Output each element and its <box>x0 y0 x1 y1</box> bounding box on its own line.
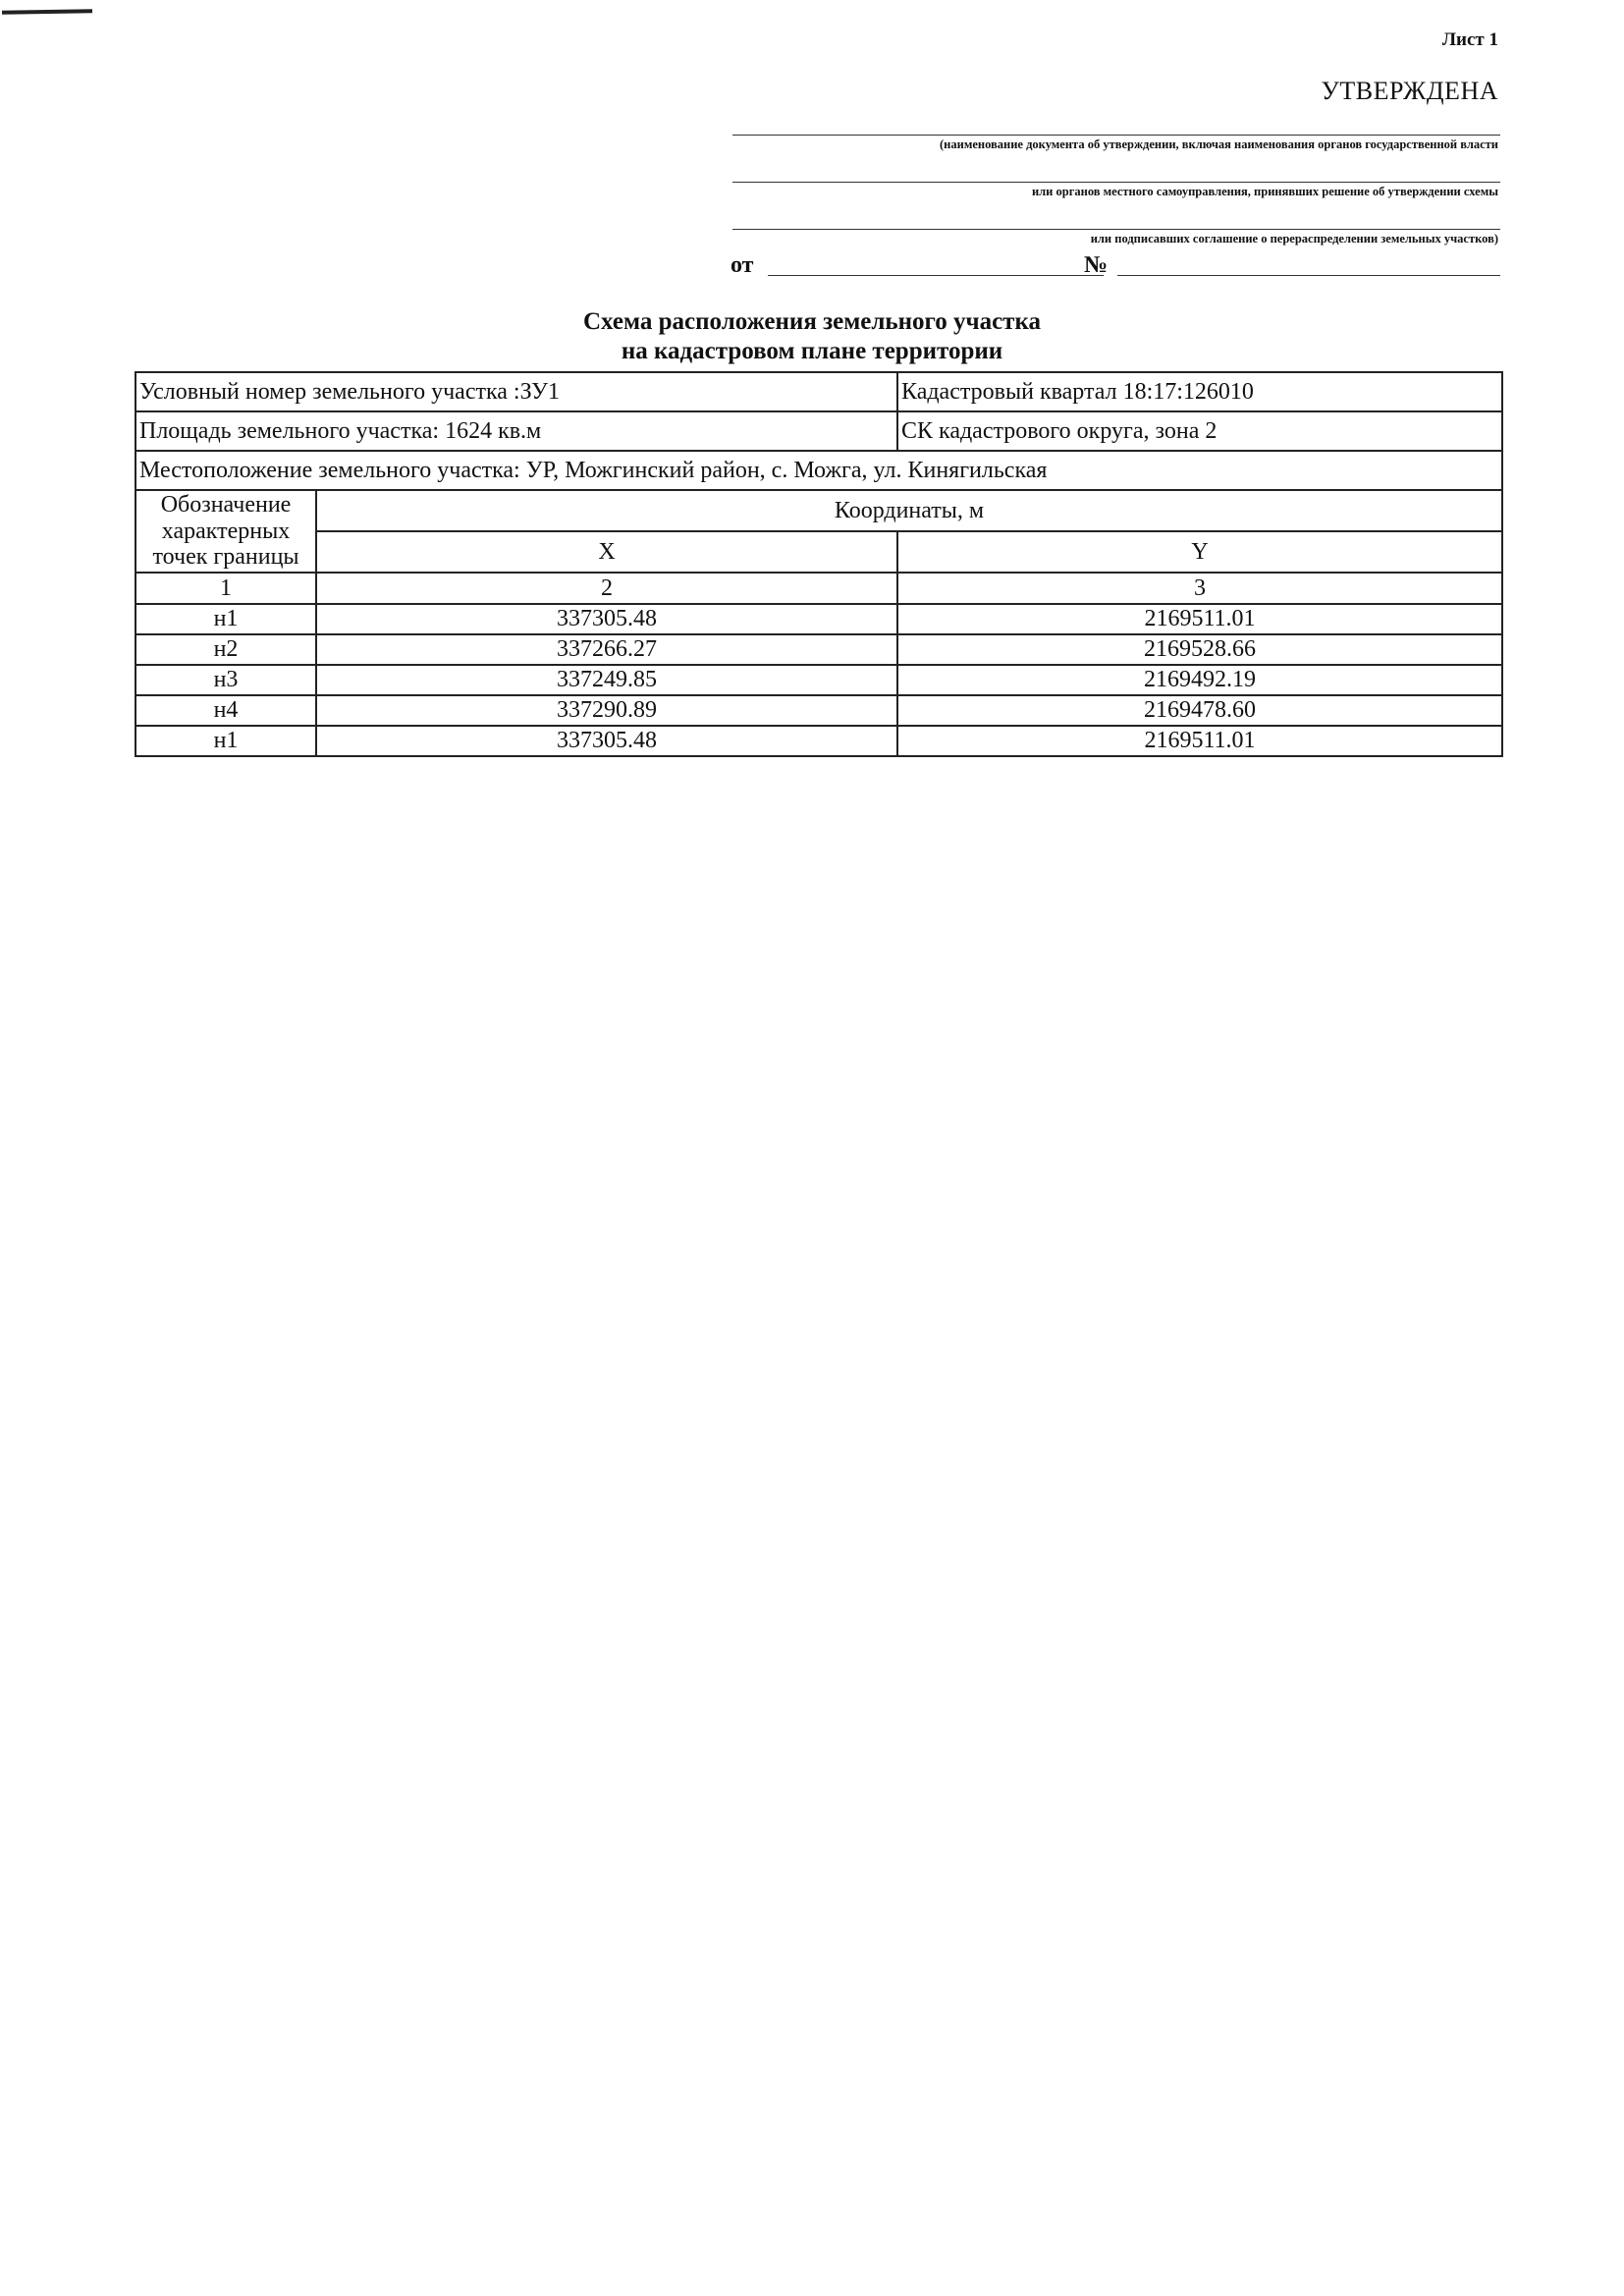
xy-header-row <box>135 531 1502 573</box>
table-row <box>135 634 1502 665</box>
point-name: н3 <box>135 665 316 695</box>
table-row <box>135 695 1502 726</box>
number-blank-line <box>1117 275 1500 276</box>
approval-line <box>732 229 1500 230</box>
conditional-number: Условный номер земельного участка :ЗУ1 <box>135 372 897 411</box>
y-coordinate: 2169492.19 <box>897 665 1502 695</box>
point-header: Обозначение характерных точек границы <box>135 490 316 573</box>
info-row <box>135 411 1502 451</box>
info-row <box>135 451 1502 490</box>
x-coordinate: 337266.27 <box>316 634 897 665</box>
from-label: от <box>731 252 754 278</box>
info-row <box>135 372 1502 411</box>
column-number: 2 <box>316 573 897 604</box>
table-row <box>135 604 1502 634</box>
coordinate-system: СК кадастрового округа, зона 2 <box>897 411 1502 451</box>
approval-date-number-row <box>731 249 1500 279</box>
approval-line <box>732 182 1500 183</box>
date-blank-line <box>768 275 1104 276</box>
column-number: 3 <box>897 573 1502 604</box>
y-header: Y <box>897 531 1502 573</box>
y-coordinate: 2169511.01 <box>897 726 1502 756</box>
approval-caption: или подписавших соглашение о перераспределении земельных участков) <box>1090 232 1498 246</box>
cadastral-quarter: Кадастровый квартал 18:17:126010 <box>897 372 1502 411</box>
y-coordinate: 2169528.66 <box>897 634 1502 665</box>
table-row <box>135 665 1502 695</box>
plot-area: Площадь земельного участка: 1624 кв.м <box>135 411 897 451</box>
plot-location: Местоположение земельного участка: УР, Можгинский район, с. Можга, ул. Кинягильская <box>135 451 1502 490</box>
number-label: № <box>1084 252 1109 278</box>
point-name: н4 <box>135 695 316 726</box>
point-name: н1 <box>135 604 316 634</box>
table-row <box>135 726 1502 756</box>
sheet-label: Лист 1 <box>1441 29 1498 50</box>
approval-line <box>732 135 1500 136</box>
x-coordinate: 337305.48 <box>316 726 897 756</box>
column-number-row <box>135 573 1502 604</box>
scheme-table <box>135 371 1503 757</box>
approval-caption: или органов местного самоуправления, принявших решение об утверждении схемы <box>1031 185 1498 198</box>
y-coordinate: 2169478.60 <box>897 695 1502 726</box>
y-coordinate: 2169511.01 <box>897 604 1502 634</box>
scheme-title: Схема расположения земельного участка <box>583 308 1041 335</box>
approval-caption: (наименование документа об утверждении, включая наименования органов государственной власти <box>940 137 1498 151</box>
coords-header: Координаты, м <box>316 490 1502 531</box>
scan-corner-mark <box>2 9 92 15</box>
x-coordinate: 337305.48 <box>316 604 897 634</box>
scheme-subtitle: на кадастровом плане территории <box>621 338 1003 364</box>
approved-label: УТВЕРЖДЕНА <box>1321 77 1498 105</box>
x-coordinate: 337290.89 <box>316 695 897 726</box>
point-name: н2 <box>135 634 316 665</box>
point-name: н1 <box>135 726 316 756</box>
column-number: 1 <box>135 573 316 604</box>
x-coordinate: 337249.85 <box>316 665 897 695</box>
x-header: X <box>316 531 897 573</box>
coords-header-row <box>135 490 1502 531</box>
